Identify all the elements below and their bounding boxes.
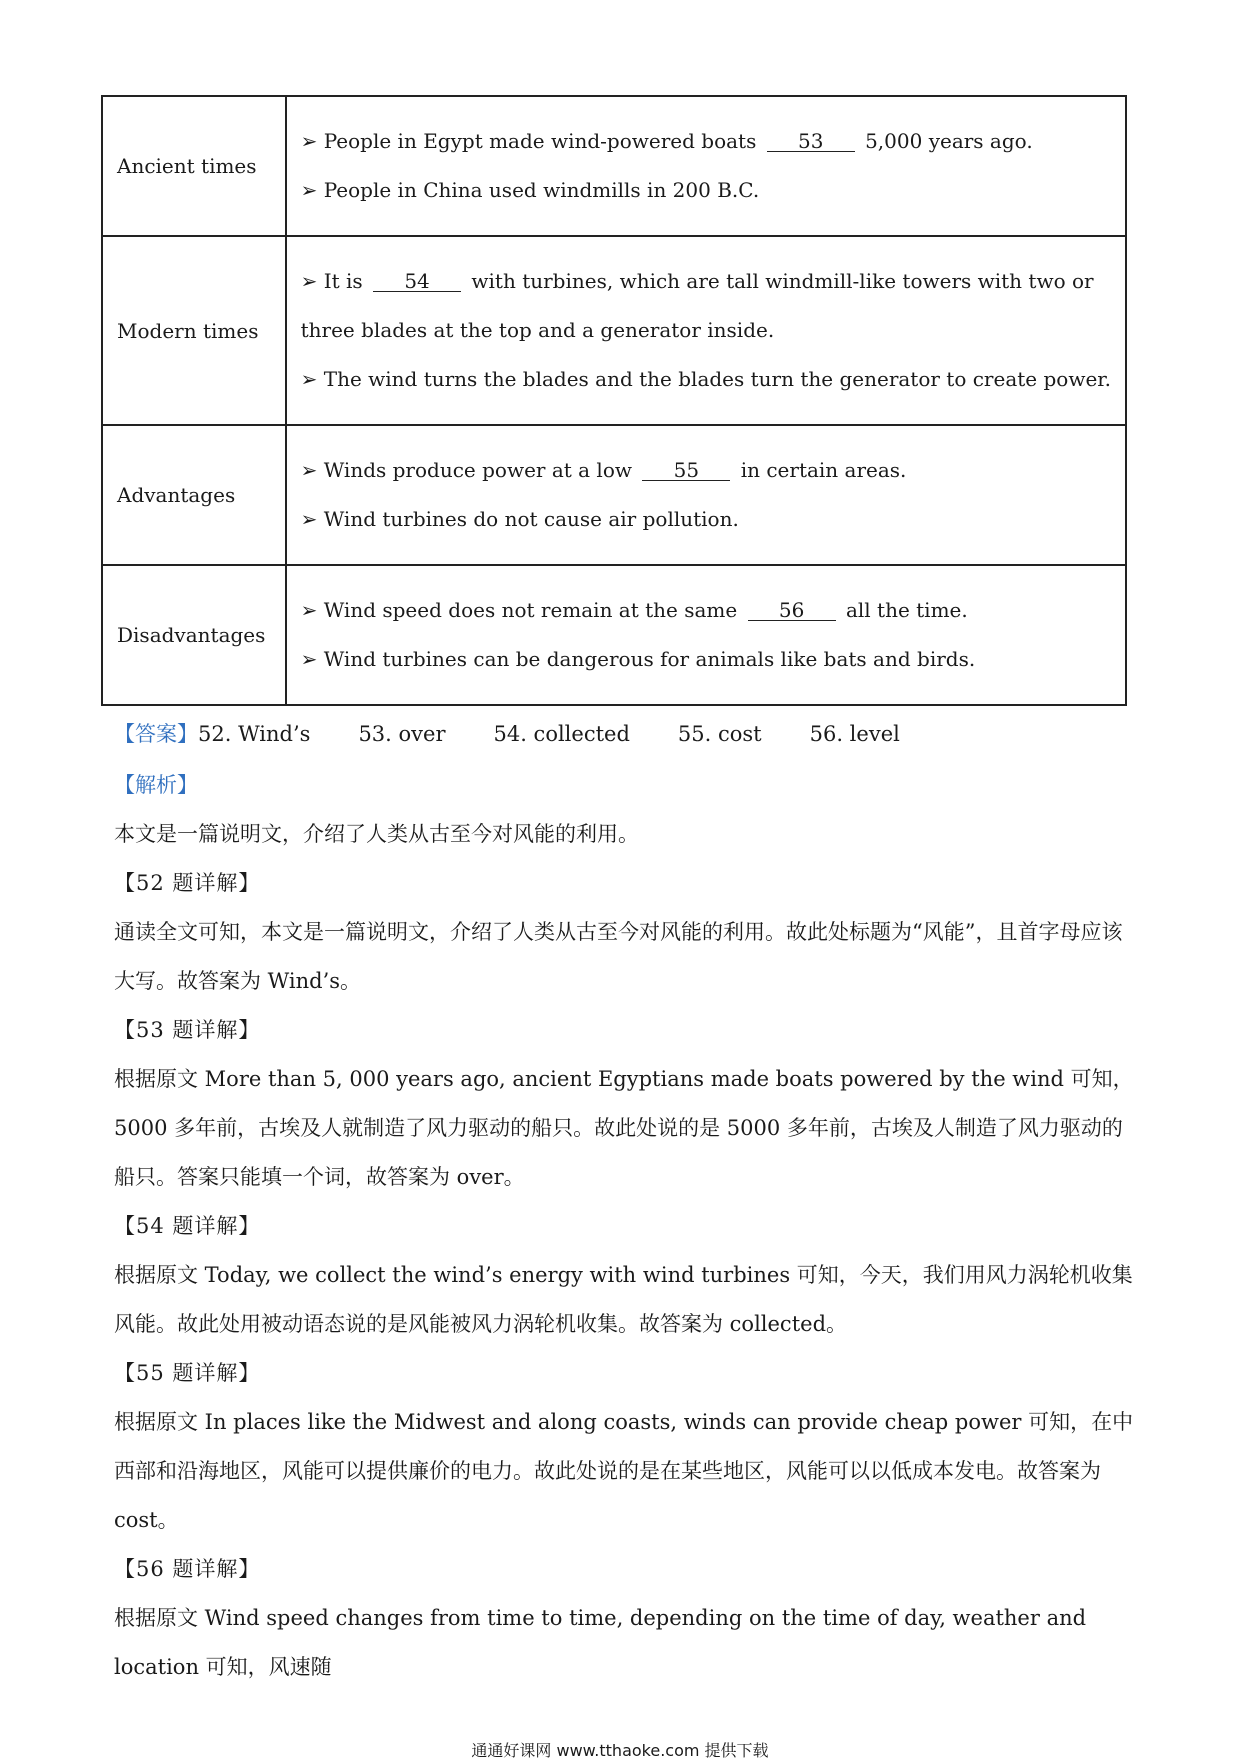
line-text-after: with turbines, which are tall windmill-like towers with two or three blades at the top and a generator inside.	[300, 269, 1094, 342]
analysis-tag: 【解析】	[114, 773, 198, 797]
answer-item: 55. cost	[677, 722, 762, 746]
table-row	[102, 425, 1126, 565]
row-content	[286, 236, 1126, 425]
line-text-after: in certain areas.	[740, 458, 907, 482]
table-row	[102, 236, 1126, 425]
answer-tag: 【答案】	[114, 722, 198, 746]
question-52-explanation: 通读全文可知，本文是一篇说明文，介绍了人类从古至今对风能的利用。故此处标题为“风能”，且首字母应该大写。故答案为 Wind’s。	[114, 920, 1123, 993]
answer-item: 53. over	[358, 722, 446, 746]
fill-blank: 55	[642, 460, 730, 481]
question-52-heading: 【52 题详解】	[114, 871, 261, 895]
table-row	[102, 565, 1126, 705]
question-54-explanation: 根据原文 Today, we collect the wind’s energy with wind turbines 可知，今天，我们用风力涡轮机收集风能。故此处用被动语态说的是风能被风力涡轮机收集。故答案为 collected。	[114, 1263, 1133, 1336]
question-55-heading: 【55 题详解】	[114, 1361, 261, 1385]
row-label: Modern times	[102, 236, 286, 425]
content-line: ➢ Wind turbines can be dangerous for animals like bats and birds.	[300, 647, 976, 671]
question-53-explanation: 根据原文 More than 5, 000 years ago, ancient Egyptians made boats powered by the wind 可知，5000 多年前，古埃及人就制造了风力驱动的船只。故此处说的是 5000 多年前，古埃及人制造了风力驱动的船只。答案只能填一个词，故答案为 over。	[114, 1067, 1134, 1189]
wind-energy-table	[101, 95, 1127, 706]
content-line: ➢ Wind turbines do not cause air pollution.	[300, 507, 739, 531]
question-53-heading: 【53 题详解】	[114, 1018, 261, 1042]
row-content	[286, 96, 1126, 236]
line-text-before: ➢ People in Egypt made wind-powered boats	[300, 129, 757, 153]
fill-blank: 54	[373, 271, 461, 292]
question-54-heading: 【54 题详解】	[114, 1214, 261, 1238]
row-content	[286, 565, 1126, 705]
table-row	[102, 96, 1126, 236]
answer-item: 54. collected	[493, 722, 630, 746]
analysis-section	[114, 761, 1138, 1692]
row-label: Ancient times	[102, 96, 286, 236]
content-line	[301, 117, 1111, 166]
question-56-heading: 【56 题详解】	[114, 1557, 261, 1581]
row-label: Disadvantages	[102, 565, 286, 705]
line-text-before: ➢ It is	[300, 269, 363, 293]
answer-line	[114, 718, 948, 748]
content-line	[301, 257, 1111, 355]
answer-item: 56. level	[809, 722, 900, 746]
analysis-intro: 本文是一篇说明文，介绍了人类从古至今对风能的利用。	[114, 822, 639, 846]
question-55-explanation: 根据原文 In places like the Midwest and along coasts, winds can provide cheap power 可知，在中西部和沿海地区，风能可以提供廉价的电力。故此处说的是在某些地区，风能可以以低成本发电。故答案为 cost。	[114, 1410, 1134, 1532]
fill-blank: 56	[748, 600, 836, 621]
line-text-after: all the time.	[845, 598, 968, 622]
question-56-explanation: 根据原文 Wind speed changes from time to time, depending on the time of day, weather and location 可知，风速随	[114, 1606, 1087, 1679]
fill-blank: 53	[767, 131, 855, 152]
row-content	[286, 425, 1126, 565]
row-label: Advantages	[102, 425, 286, 565]
line-text-after: 5,000 years ago.	[865, 129, 1033, 153]
line-text-before: ➢ Wind speed does not remain at the same	[300, 598, 738, 622]
line-text-before: ➢ Winds produce power at a low	[300, 458, 632, 482]
content-line: ➢ The wind turns the blades and the blades turn the generator to create power.	[300, 367, 1111, 391]
answer-item: 52. Wind’s	[198, 722, 311, 746]
content-line	[301, 586, 1111, 635]
content-line	[301, 446, 1111, 495]
content-line: ➢ People in China used windmills in 200 B.C.	[300, 178, 760, 202]
page-footer: 通通好课网 www.tthaoke.com 提供下载	[471, 1741, 769, 1760]
